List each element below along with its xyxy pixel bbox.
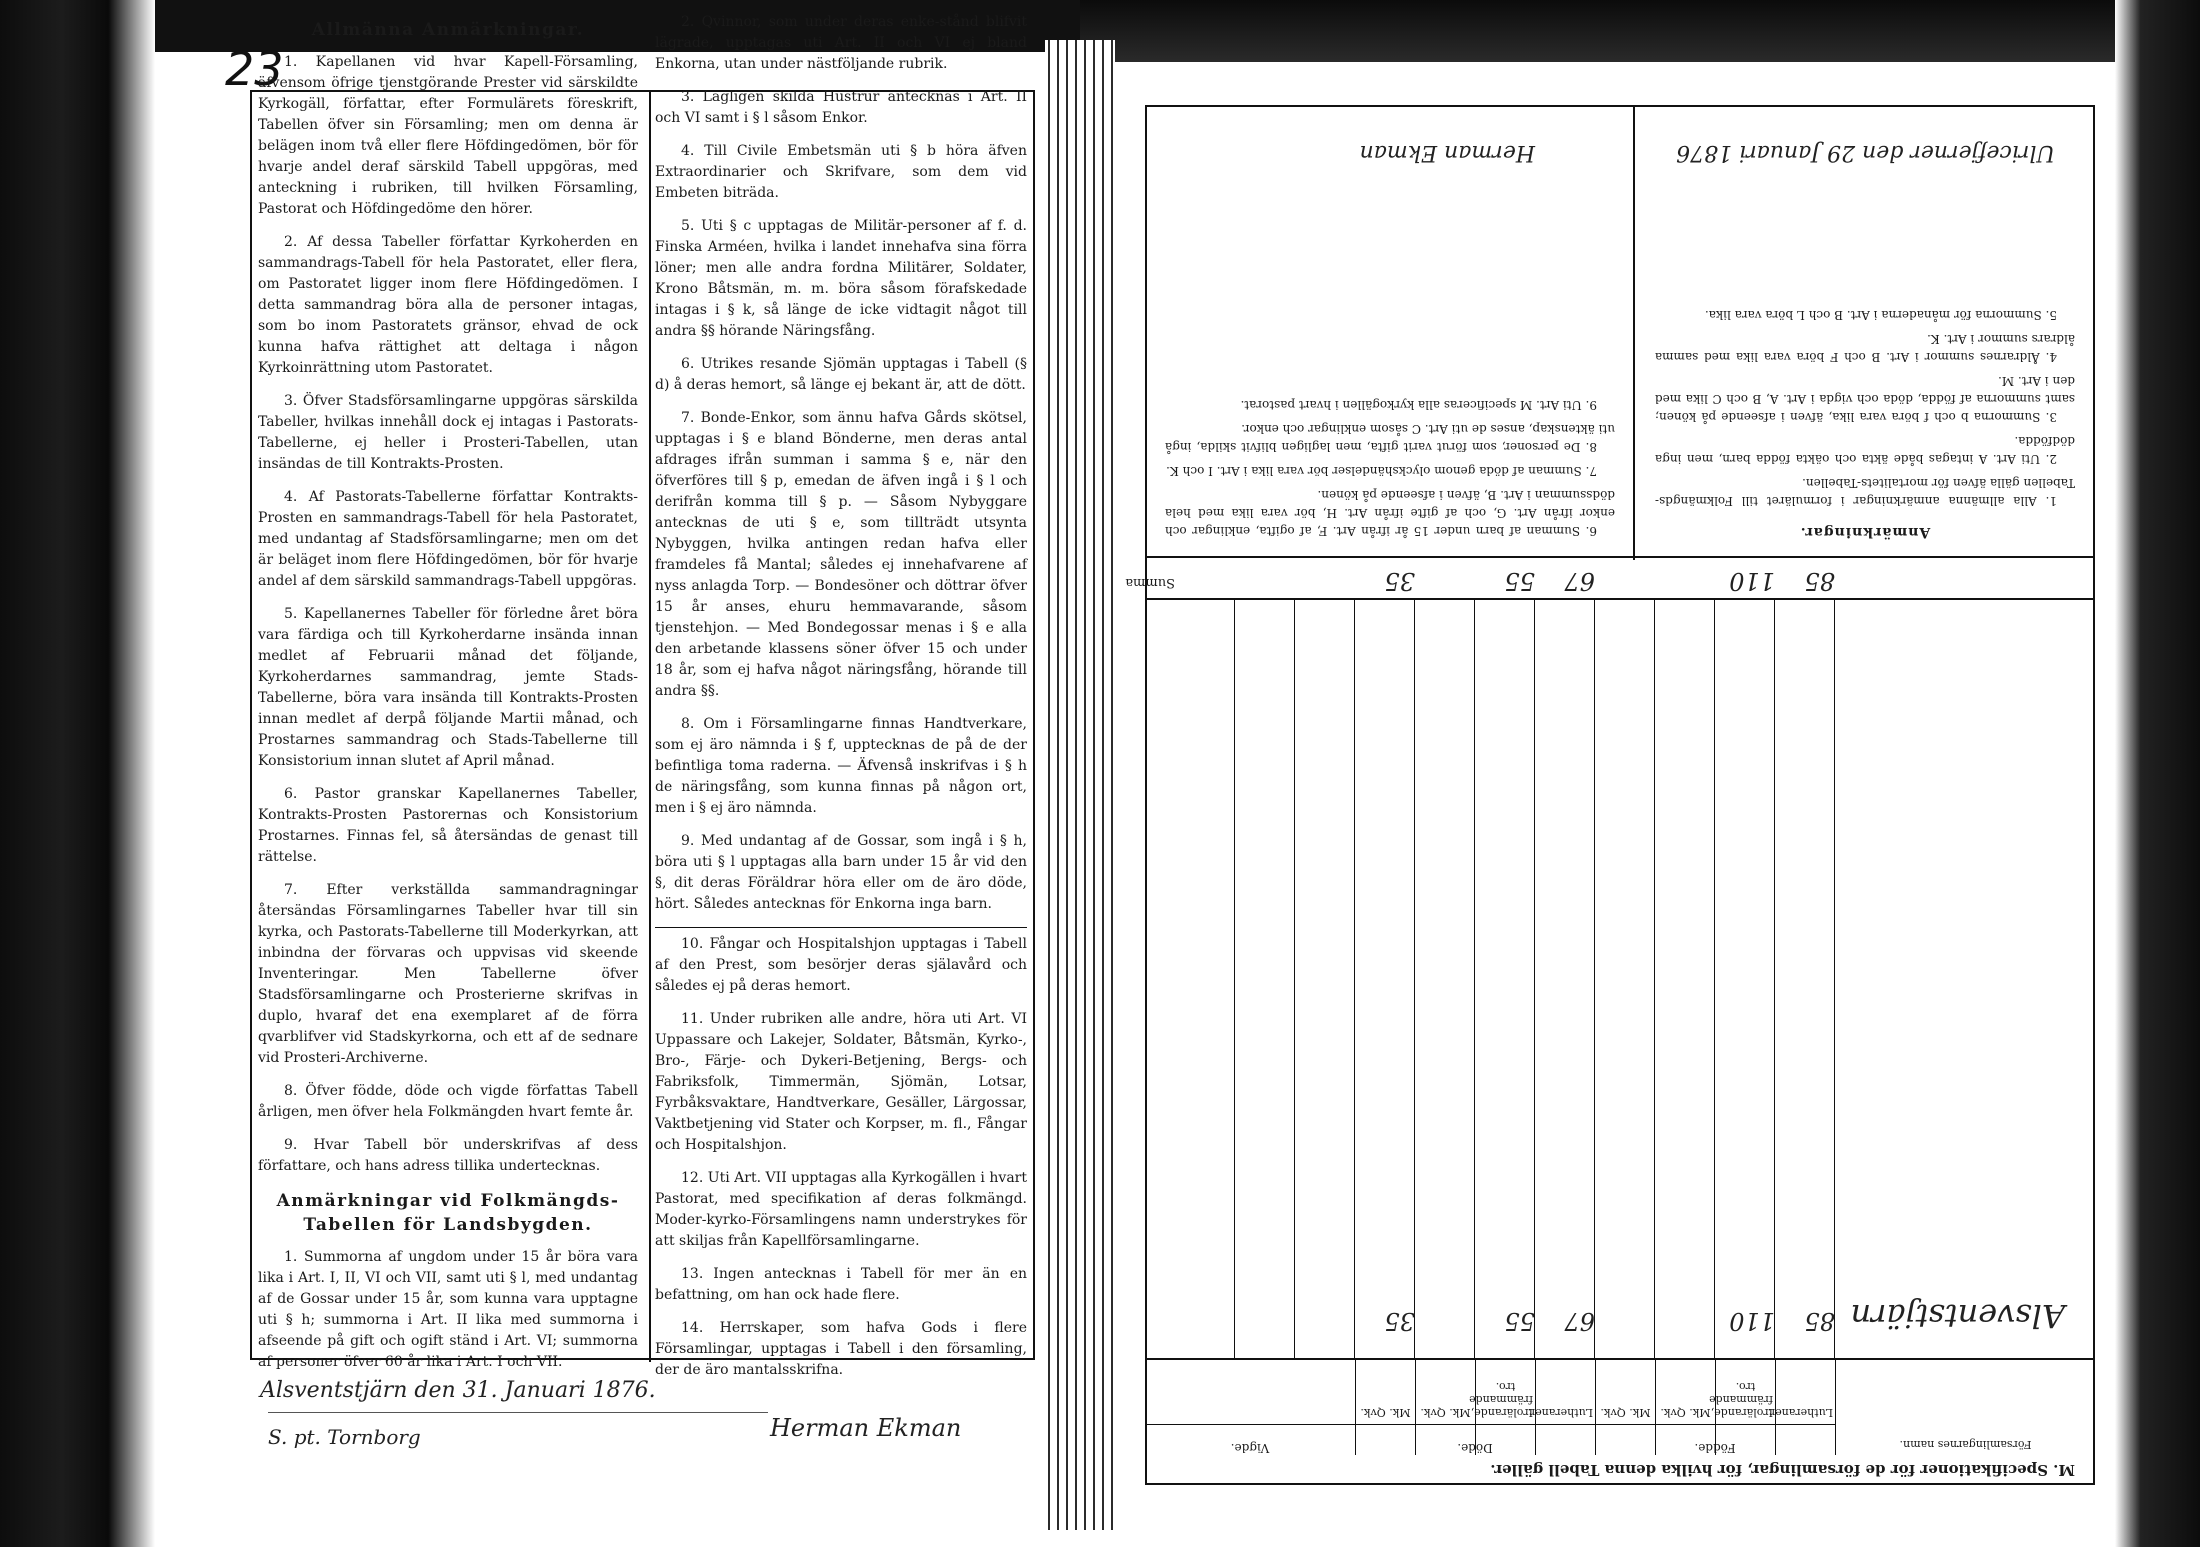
summa-row [1145, 556, 2095, 600]
header-born-lutheran: Lutheraner. [1775, 1360, 1835, 1455]
rural-note-5: 5. Uti § c upptagas de Militär-personer af f. d. Finska Arméen, hvilka i landet innehafva sina förra löner; men alle andra fordna Militärer, Soldater, Krono Båtsmän, m. m. böra såsom förafskedade intagas i § k, så länge de icke vidtagit något till andra §§ hörande Näringsfång. [655, 218, 1027, 339]
mortality-notes-left [1655, 300, 2075, 510]
mortality-notes-heading: Anmärkningar. [1799, 524, 1931, 540]
general-note-4: 4. Af Pastorats-Tabellerne författar Kontrakts-Prosten en sammandrags-Tabell för hela Pastoratet, med undantag af Stadsförsamlingarne; men om det är beläget inom flere Höfdingedömen, bör för hvarje andel af dem särskild sammandrags-Tabell uppgöras. [258, 489, 638, 589]
rural-note-8: 8. Om i Församlingarne finnas Handtverkare, som ej äro nämnda i § f, upptecknas de på de der befintliga toma raderna. — Äfvenså inskrifvas i § h de näringsfång, som kunna finnas på någon ort, men i § ej äro nämnda. [655, 716, 1027, 816]
general-note-6: 6. Pastor granskar Kapellanernes Tabeller, Kontrakts-Prosten Pastorernas och Konsistorium Prostarnes. Finnas fel, så återsändas de genast till rättelse. [258, 786, 638, 865]
general-note-8: 8. Öfver födde, döde och vigde författas Tabell årligen, men öfver hela Folkmängden hvart femte år. [258, 1083, 638, 1120]
header-dead-sex-2: Mk. Qvk. [1355, 1360, 1415, 1455]
header-group-married: Vigde. [1145, 1424, 1355, 1455]
mortality-signature-name: Herman Ekman [1359, 140, 1535, 165]
table-divider [1594, 600, 1595, 1360]
mortality-note-6: 6. Summan af barn under 15 år ifrån Art. F, af ogifta, enklingar och enkor ifrån Art. G, och af gifte ifrån Art. H, bör vara lika med hela dödssumman i Art. B, äfven i afseende på könen. [1165, 488, 1615, 538]
general-note-2: 2. Af dessa Tabeller författar Kyrkoherden en sammandrags-Tabell för hela Pastoratet, eller flera, om Pastoratet ligger inom flere Höfdingedömen. I detta sammandrag böra alla de personer intagas, som bo inom Pastoratets gränsor, ehvad de ock kunna hafva rättighet att deltaga i någon Kyrkoinrättning utom Pastoratet. [258, 234, 638, 376]
summa-label: Summa [1125, 575, 1175, 590]
table-divider [1714, 600, 1715, 1360]
page-number: 23 [225, 42, 284, 96]
table-divider [1774, 600, 1775, 1360]
rural-note-10: 10. Fångar och Hospitalshjon upptagas i Tabell af den Prest, som besörjer deras själavård och således ej på deras hemort. [655, 927, 1027, 997]
specification-title: M. Specifikationer för de församlingar, för hvilka denna Tabell gäller. [1490, 1461, 2075, 1479]
rural-note-1: 1. Summorna af ungdom under 15 år böra vara lika i Art. I, II, VI och VII, samt uti § l, med undantag af de Gossar under 15 år, som kunna vara upptagne uti § h; summorna i Art. II lika med summorna i afseende på gift och ogift ständ i Art. VI; summorna af personer öfver 60 år lika i Art. I och VII. [258, 1249, 638, 1370]
table-divider [1414, 600, 1415, 1360]
mortality-note-9: 9. Uti Art. M specificeras alla kyrkogällen i hvart pastorat. [1240, 398, 1597, 412]
mortality-note-7: 7. Summan af döda genom olyckshändelser bör vara lika i Art. I och K. [1166, 464, 1597, 478]
header-parish-name: Församlingarnes namn. [1835, 1360, 2095, 1455]
entry-value-4: 55 [1504, 1307, 1535, 1335]
rural-note-7: 7. Bonde-Enkor, som ännu hafva Gårds skötsel, upptagas i § e bland Bönderne, men deras antal afdrages ifrån summan i samma § e, när den öfverföres till § p, emedan de äfven ingå i § l och derifrån komma till § p. — Såsom Nybyggare antecknas de uti § e, som tillträdt utsynta Nybyggen, hvilka antingen redan hafva eller framdeles få Mantal; således ej innehafvarene af nyss anlagda Torp. — Bondesöner och döttrar öfver 15 år anses, ehuru hemmavarande, såsom tjenstehjon. — Med Bondegossar menas i § e alla den arbetande klassens söner öfver 15 och under 18 år, som ej hafva något näringsfång, hörande till andra §§. [655, 410, 1027, 699]
entry-value-3: 67 [1564, 1307, 1595, 1335]
mortality-note-3: 3. Summorna b och f böra vara lika, äfven i afseende på könen; samt summorna af födda, döda och vigda i Art. A, B och C lika med den i Art. M. [1655, 374, 2075, 424]
book-spine [1045, 40, 1115, 1530]
entry-value-1: 85 [1804, 1307, 1835, 1335]
summa-value-2: 110 [1729, 567, 1775, 595]
header-dead-other-faith: Irolärande, främmande tro. [1475, 1360, 1535, 1455]
header-group-dead: Döde. [1355, 1424, 1595, 1455]
mortality-notes-right [1165, 390, 1615, 540]
header-born-other-faith: Irolärande, främmande tro. [1715, 1360, 1775, 1455]
signature-name-right: Herman Ekman [770, 1414, 962, 1442]
table-divider [1834, 600, 1835, 1360]
summa-value-4: 55 [1504, 567, 1535, 595]
mortality-note-5: 5. Summorna för månaderna i Art. B och L böra vara lika. [1704, 308, 2057, 322]
right-page-upside-down [1125, 95, 2105, 1495]
table-divider [1654, 600, 1655, 1360]
rural-note-2: 2. Qvinnor, som under deras enke-stånd blifvit lägrade, upptagas uti Art. II och VI ej bland Enkorna, utan under nästföljande rubrik. [655, 14, 1027, 72]
general-note-5: 5. Kapellanernes Tabeller för förledne året böra vara färdiga och till Kyrkoherdarne insända innan medlet af Februarii månad det följande, Kyrkoherdarnes sammandrag, jemte Stads-Tabellerne, böra vara insända till Kontrakts-Prosten innan medlet af derpå följande Martii månad, och Prostarnes sammandrag och Stads-Tabellerne till Konsistorium innan slutet af April månad. [258, 606, 638, 769]
header-group-born: Födde. [1595, 1424, 1835, 1455]
table-divider [1534, 600, 1535, 1360]
rural-note-3: 3. Lagligen skilda Hustrur antecknas i Art. II och VI samt i § l såsom Enkor. [655, 89, 1027, 126]
rural-note-11: 11. Under rubriken alle andre, höra uti Art. VI Uppassare och Lakejer, Soldater, Båtsmän, Kyrko-, Bro-, Färje- och Dykeri-Betjening, Bergs- och Fabriksfolk, Timmermän, Sjömän, Lotsar, Fyrbåksvaktare, Handtverkare, Gesäller, Lärgossar, Vaktbetjening vid Stater och Korpser, m. fl., Fångar och Hospitalshjon. [655, 1011, 1027, 1153]
mortality-signature-place-date: Ulricefjerner den 29 Januari 1876 [1676, 140, 2055, 165]
heading-general-notes: Allmänna Anmärkningar. [311, 20, 585, 40]
signature-name-left: S. pt. Tornborg [268, 1425, 421, 1449]
summa-value-1: 85 [1804, 567, 1835, 595]
mortality-note-4: 4. Åldrarnes summor i Art. B och F böra vara lika med samma åldrars summor i Art. K. [1655, 332, 2075, 364]
table-divider [1474, 600, 1475, 1360]
table-divider [1294, 600, 1295, 1360]
header-born-sex-2: Mk. Qvk. [1595, 1360, 1655, 1455]
table-divider [1354, 600, 1355, 1360]
summa-value-5: 35 [1384, 567, 1415, 595]
scan-right-edge [2115, 0, 2200, 1547]
mortality-note-1: 1. Alla allmänna anmärkningar i formuläret till Folkmängds-Tabellen gälla äfven för mortalitets-Tabellen. [1655, 476, 2075, 508]
header-born-sex: Mk. Qvk. [1655, 1360, 1715, 1455]
entry-value-5: 35 [1384, 1307, 1415, 1335]
entry-value-2: 110 [1729, 1307, 1775, 1335]
signature-place-date: Alsventstjärn den 31. Januari 1876. [260, 1378, 656, 1403]
heading-rural-notes: Anmärkningar vid Folkmängds-Tabellen för Landsbygden. [276, 1191, 620, 1235]
general-note-9: 9. Hvar Tabell bör underskrifvas af dess författare, och hans adress tillika undertecknas. [258, 1137, 638, 1174]
rural-note-12: 12. Uti Art. VII upptagas alla Kyrkogällen i hvart Pastorat, med specifikation af deras folkmängd. Moder-kyrko-Församlingens namn understrykes för att skiljas från Kapellförsamlingarne. [655, 1170, 1027, 1249]
left-column-general-notes [258, 12, 638, 1385]
scan-left-edge [0, 0, 155, 1547]
mortality-note-8: 8. De personer, som förut varit gifta, men lagligen blifvit skilda, ingå uti äktenskap, anses de uti Art. C såsom enklingar och enkor. [1165, 422, 1615, 454]
left-column-rural-notes-continued [655, 12, 1027, 1393]
header-dead-lutheran: Lutheraner. [1535, 1360, 1595, 1455]
general-note-7: 7. Efter verkställda sammandragningar återsändas Församlingarnes Tabeller hvar till sin kyrka, och Pastorats-Tabellerne till Moderkyrkan, att inbindna der förvaras och uppvisas vid skeende Inventeringar. Men Tabellerne öfver Stadsförsamlingarne och Prosterierne skrifvas in duplo, hvaraf det ena exemplaret af de förra qvarblifver vid Stadskyrkorna, och ett af de sednare vid Prosteri-Archiverne. [258, 882, 638, 1066]
table-divider [1234, 600, 1235, 1360]
header-dead-sex: Mk. Qvk. [1415, 1360, 1475, 1455]
entry-parish-name: Alsventstjärn [1850, 1297, 2065, 1335]
summa-value-3: 67 [1564, 567, 1595, 595]
general-note-3: 3. Öfver Stadsförsamlingarne uppgöras särskilda Tabeller, hvilkas innehåll dock ej intagas i Pastorats-Tabellerne, ej heller i Prosteri-Tabellen, utan insändas de till Kontrakts-Prosten. [258, 393, 638, 472]
rural-note-13: 13. Ingen antecknas i Tabell för mer än en befattning, om han ock hade flere. [655, 1266, 1027, 1303]
rural-note-6: 6. Utrikes resande Sjömän upptagas i Tabell (§ d) å deras hemort, så länge ej bekant är, att de dött. [655, 356, 1027, 393]
rural-note-9: 9. Med undantag af de Gossar, som ingå i § h, böra uti § l upptagas alla barn under 15 år vid den §, dit deras Föräldrar höra eller om de äro döde, hört. Således antecknas för Enkorna inga barn. [655, 833, 1027, 912]
signature-line [268, 1412, 768, 1413]
rural-note-4: 4. Till Civile Embetsmän uti § b höra äfven Extraordinarier och Skrifvare, som dem vid Embeten biträda. [655, 143, 1027, 201]
rural-note-14: 14. Herrskaper, som hafva Gods i flere Församlingar, upptagas i Tabell i den församling, der de äro mantalsskrifna. [655, 1320, 1027, 1378]
mortality-note-2: 2. Uti Art. A intagas både äkta och oäkta födda barn, men inga dödfödda. [1655, 434, 2075, 466]
general-note-1: 1. Kapellanen vid hvar Kapell-Församling, äfvensom öfrige tjenstgörande Prester vid särskildte Kyrkogäll, författar, efter Formulärets föreskrift, Tabellen öfver sin Församling; men om denna är belägen inom två eller flere Höfdingedömen, bör för hvarje andel deraf särskild Tabell uppgöras, med anteckning i rubriken, till hvilken Församling, Pastorat och Höfdingedöme den hörer. [258, 54, 638, 217]
mortality-notes [1145, 105, 2095, 560]
specification-table-header [1145, 1358, 2095, 1455]
